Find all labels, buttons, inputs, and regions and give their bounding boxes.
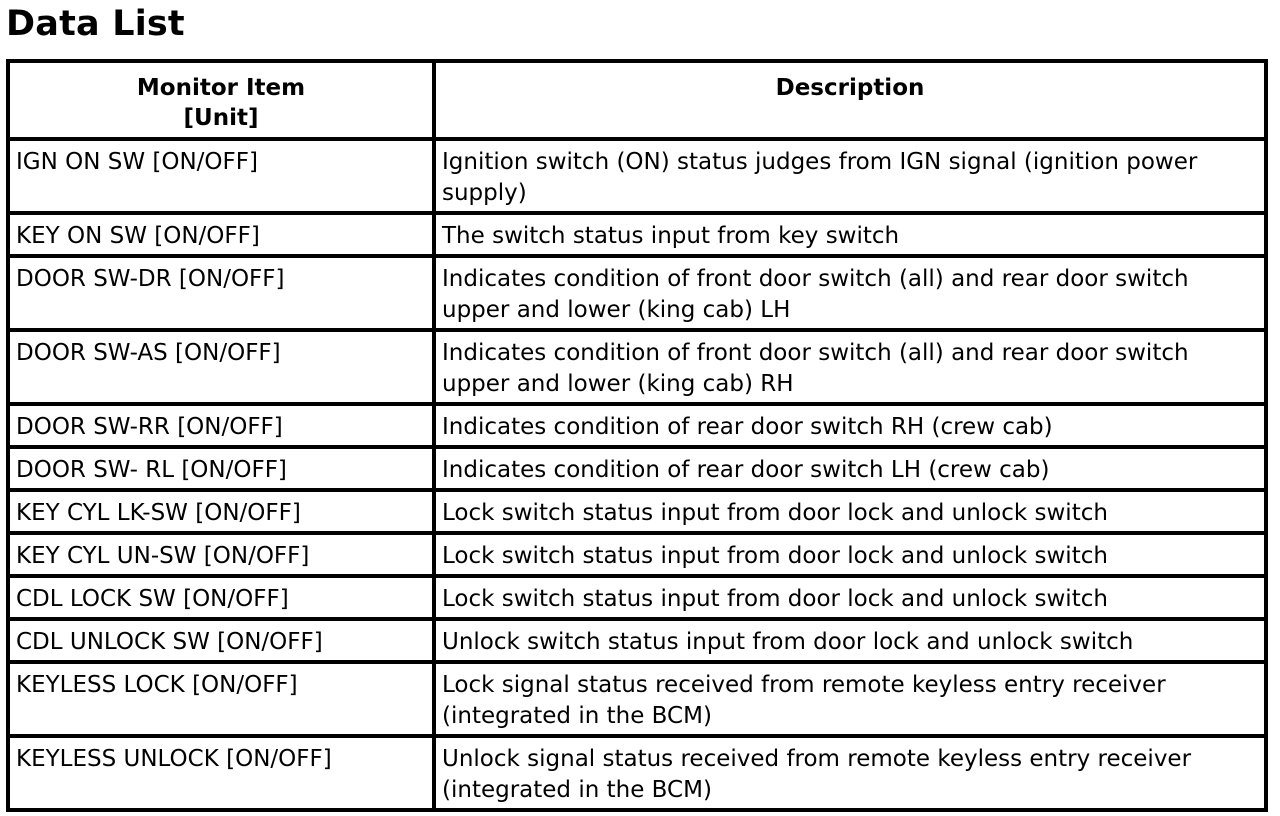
header-description: Description [434,61,1266,139]
monitor-item-cell: KEYLESS UNLOCK [ON/OFF] [8,736,434,810]
description-cell: Indicates condition of rear door switch LH (crew cab) [434,447,1266,490]
table-row [8,533,1266,576]
table-row [8,213,1266,256]
monitor-item-cell: IGN ON SW [ON/OFF] [8,139,434,213]
table-row [8,447,1266,490]
table-row [8,576,1266,619]
description-cell: Lock signal status received from remote keyless entry receiver (integrated in the BCM) [434,662,1266,736]
table-row [8,619,1266,662]
table-row [8,490,1266,533]
monitor-item-cell: KEYLESS LOCK [ON/OFF] [8,662,434,736]
monitor-item-cell: CDL LOCK SW [ON/OFF] [8,576,434,619]
monitor-item-cell: DOOR SW-RR [ON/OFF] [8,404,434,447]
data-list-table [6,59,1268,812]
monitor-item-cell: KEY CYL LK-SW [ON/OFF] [8,490,434,533]
page-title: Data List [6,4,185,44]
description-cell: Unlock signal status received from remote keyless entry receiver (integrated in the BCM) [434,736,1266,810]
monitor-item-cell: DOOR SW-DR [ON/OFF] [8,256,434,330]
monitor-item-cell: CDL UNLOCK SW [ON/OFF] [8,619,434,662]
description-cell: Unlock switch status input from door lock and unlock switch [434,619,1266,662]
table-row [8,139,1266,213]
description-cell: Indicates condition of front door switch (all) and rear door switch upper and lower (king cab) LH [434,256,1266,330]
monitor-item-cell: KEY ON SW [ON/OFF] [8,213,434,256]
description-cell: Ignition switch (ON) status judges from IGN signal (ignition power supply) [434,139,1266,213]
header-unit-label: [Unit] [183,105,259,131]
description-cell: Indicates condition of front door switch (all) and rear door switch upper and lower (king cab) RH [434,330,1266,404]
table-row [8,256,1266,330]
description-cell: The switch status input from key switch [434,213,1266,256]
table-row [8,662,1266,736]
table-header-row [8,61,1266,139]
monitor-item-cell: DOOR SW-AS [ON/OFF] [8,330,434,404]
description-cell: Indicates condition of rear door switch RH (crew cab) [434,404,1266,447]
table-row [8,736,1266,810]
description-cell: Lock switch status input from door lock and unlock switch [434,533,1266,576]
monitor-item-cell: KEY CYL UN-SW [ON/OFF] [8,533,434,576]
table-row [8,404,1266,447]
header-monitor-item-label: Monitor Item [136,75,306,101]
description-cell: Lock switch status input from door lock and unlock switch [434,490,1266,533]
description-cell: Lock switch status input from door lock and unlock switch [434,576,1266,619]
header-monitor-item [8,61,434,139]
monitor-item-cell: DOOR SW- RL [ON/OFF] [8,447,434,490]
table-row [8,330,1266,404]
